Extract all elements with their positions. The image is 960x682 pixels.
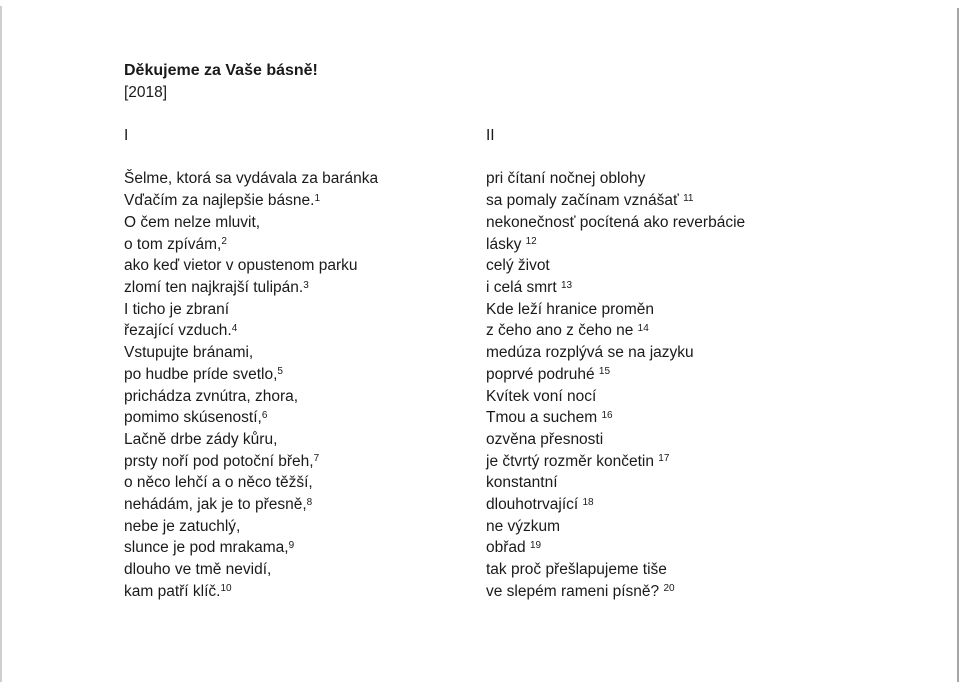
blank-line [124,147,486,169]
poem-line [124,364,486,386]
poem-line-text: prsty noří pod potoční břeh, [124,452,314,470]
poem-line-text: poprvé podruhé [486,365,599,383]
poem-line [124,342,486,364]
poem-line [486,472,940,494]
poem-line [486,168,940,190]
poem-line-text: ozvěna přesnosti [486,430,604,448]
poem-line-text: tak proč přešlapujeme tiše [486,561,667,579]
poem-line-text: kam patří klíč. [124,582,221,600]
poem-line-text: Kvítek voní nocí [486,387,597,405]
poem-line [124,190,486,212]
footnote-number: 13 [560,279,573,291]
poem-line-text: o něco lehčí a o něco těžší, [124,474,313,492]
footnote-number: 18 [582,496,594,508]
poem-line-text: lásky [486,235,526,253]
footnote-number: 4 [231,322,238,334]
poem-line [486,299,940,321]
poem-line-text: ne výzkum [486,517,561,535]
poem-line [124,494,486,516]
poem-line [486,364,940,386]
poem-line-text: nekonečnosť pocítená ako reverbácie [486,213,746,231]
poem-line [486,407,940,429]
poem-line-text: zlomí ten najkrajší tulipán. [124,279,304,296]
footnote-number: 10 [220,583,232,595]
poem-year: [2018] [124,83,168,101]
poem-line-text: i celá smrt [486,279,561,296]
poem-line-text: obřad [486,539,530,557]
footnote-number: 7 [313,453,320,465]
poem-line-text: pomimo skúseností, [124,409,262,427]
poem-line [486,451,940,473]
page-right-border [957,8,959,682]
blank-line [124,103,940,125]
poem-line-text: prichádza zvnútra, zhora, [124,387,299,405]
poem-line [124,537,486,559]
poem-line [124,472,486,494]
page-left-border [0,6,2,682]
poem-line-text: nehádám, jak je to přesně, [124,496,307,514]
poem-line [124,429,486,451]
column-heading: II [486,127,495,145]
footnote-number: 6 [261,409,268,421]
poem-line [124,277,486,299]
column-heading: I [124,127,129,145]
poem-line-text: medúza rozplývá se na jazyku [486,344,694,362]
footnote-number: 15 [598,366,611,378]
poem-line [486,255,940,277]
footnote-number: 3 [303,279,309,291]
poem-line-text: dlouhotrvající [486,496,583,514]
poem-line [124,234,486,256]
poem-line-text: nebe je zatuchlý, [124,517,241,535]
poem-line [486,537,940,559]
poem-line [486,190,940,212]
poem-line [486,234,940,256]
poem-line-text: Tmou a suchem [486,409,602,427]
blank-line [486,147,940,169]
poem-line-text: po hudbe príde svetlo, [124,365,278,383]
poem-line [486,320,940,342]
footnote-number: 20 [663,583,675,595]
poem-line-text: celý život [486,257,550,275]
poem-line [124,255,486,277]
footnote-number: 5 [277,366,283,378]
poem-line [486,429,940,451]
footnote-number: 19 [529,539,542,551]
poem-line-text: pri čítaní nočnej oblohy [486,170,646,188]
poem-column-2 [486,125,940,602]
poem-line-text: dlouho ve tmě nevidí, [124,561,272,579]
poem-line-text: Šelme, ktorá sa vydávala za baránka [124,170,379,188]
poem-line [124,212,486,234]
footnote-number: 12 [525,236,537,248]
poem-line [124,559,486,581]
footnote-number: 14 [637,322,649,334]
footnote-number: 9 [288,539,295,551]
poem-lines [486,168,940,602]
poem-line-text: o tom zpívám, [124,235,222,253]
poem-line-text: O čem nelze mluvit, [124,213,261,231]
footnote-number: 8 [306,496,313,508]
poem-line-text: řezající vzduch. [124,322,232,340]
poem-line-text: I ticho je zbraní [124,300,230,318]
poem-line [486,342,940,364]
poem-line [486,581,940,603]
poem-lines [124,168,486,602]
poem-line [486,212,940,234]
footnote-number: 16 [601,409,613,421]
poem-line [486,516,940,538]
poem-line-text: Vstupujte bránami, [124,344,254,362]
poem-line-text: Vďačím za najlepšie básne. [124,192,315,210]
poem-line [124,407,486,429]
poem-line-text: je čtvrtý rozměr končetin [486,452,659,470]
poem-line-text: ako keď vietor v opustenom parku [124,257,358,275]
footnote-number: 2 [221,236,227,248]
poem-line [124,386,486,408]
poem-line-text: sa pomaly začínam vznášať [486,192,684,210]
poem-line [486,559,940,581]
poem-line-text: z čeho ano z čeho ne [486,322,638,340]
poem-line [124,299,486,321]
poem-line [124,168,486,190]
footnote-number: 17 [658,453,670,465]
poem-line [124,581,486,603]
poem-line [486,494,940,516]
poem-line-text: Lačně drbe zády kůru, [124,430,278,448]
poem-line-text: ve slepém rameni písně? [486,582,664,600]
poem-line [124,451,486,473]
poem-columns [124,125,940,602]
poem-line-text: slunce je pod mrakama, [124,539,289,557]
poem-line [486,277,940,299]
poem-line-text: konstantní [486,474,558,492]
footnote-number: 11 [683,192,694,204]
poem-line-text: Kde leží hranice proměn [486,300,655,318]
poem-line [486,386,940,408]
poem-title: Děkujeme za Vaše básně! [124,62,318,79]
document-content [124,60,940,603]
poem-line [124,516,486,538]
poem-line [124,320,486,342]
footnote-number: 1 [314,192,321,204]
poem-column-1 [124,125,486,602]
